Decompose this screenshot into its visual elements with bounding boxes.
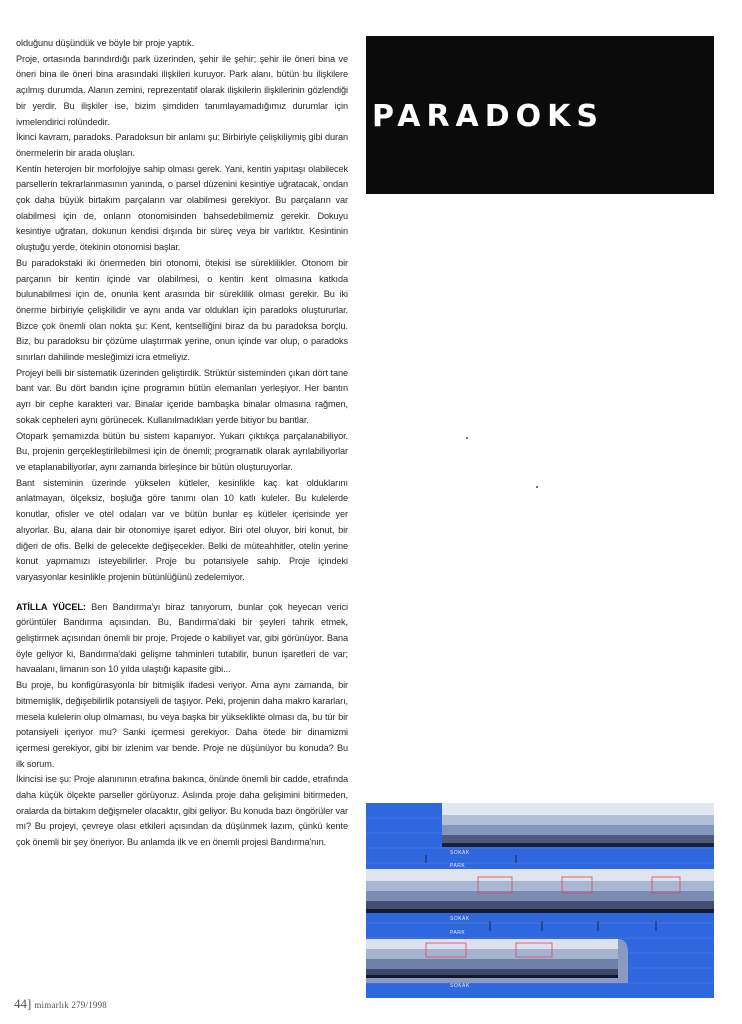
paragraph: Proje, ortasında barındırdığı park üzerinden, şehir ile şehir; şehir ile öneri bina ve öneri bina ile öneri bina arasındaki ilişkileri kuruyor. Park alanı, bütün bu ilişkilere açılmış durumda. Alanın zemini, reprezentatif olarak ilişkilerin ilişkilerinin gözlendiği bir yerdir. Bu ilişkiler ise, bizim şimdiden tanımlayamadığımız durumlar için ivmelendirici rolündedir. [16,53,348,127]
site-section-diagram [366,803,714,998]
band-bottom [366,939,628,983]
paragraph: Kentin heterojen bir morfolojiye sahip olması gerek. Yani, kentin yapıtaşı olabilecek parsellerin tekrarlanmasının yanında, o parsel düzenini kesintiye uğratacak, ondan çok daha büyük birtakım parçaların var olabilmesi gerekiyor. Bu parçaların var olabilmesi için de, onların otonomisinden bahsedebilmemiz gerekir. Dokuyu kesintiye uğratan, dokunun kendisi dışında bir süreç veya bir varlıktır. Kesintinin oluştuğu yerde, ötekinin otonomisi başlar. [16,163,348,253]
speaker-paragraph [16,600,348,679]
paragraph: Otopark şemamızda bütün bu sistem kapanıyor. Yukarı çıktıkça parçalanabiliyor. Bu, projenin gerçekleştirilebilmesi için de önemli; programatik olarak ayrılabiliyorlar ve etaplanabiliyorlar, aynı zamanda birleşince bir bütün oluşturuyorlar. [16,430,348,472]
paragraph: İkincisi ise şu: Proje alanınının etrafına bakınca, önünde önemli bir cadde, etrafında daha küçük ölçekte parseller görüyoruz. Aslında proje daha gelişimini bitirmeden, oralarda da birtakım değişmeler olacaktır, gibi geliyor. Bu konuda bazı öngörüler var mı? Bu projeyi, çevreye olası etkileri açısından da düşünmek lazım, çünkü kente çok önemli bir şey öneriyor. Bu anlamda ilk ve en önemli projesi Bandırma'nın. [16,774,348,848]
paragraph: Bant sisteminin üzerinde yükselen kütleler, kesinlikle kaç kat olduklarını anlatmayan, ölçeksiz, boşluğa göre tanımı olan 10 katlı kuleler. Bu kulelerde konutlar, ofisler ve otel odaları var ve bütün bunlar eş kütleler içerisinde yer alıyorlar. Bu, alana dair bir otonomiye işaret ediyor. Biri otel oluyor, biri konut, bir diğeri de ofis. Belki de gelecekte değişecekler. Belki de müteahhitler, otelin yerine konut yapmamızı isteyebilirler. Proje bu potansiyele sahip. Proje içindeki varyasyonlar kesinlikle projenin bütünlüğünü zedelemiyor. [16,477,348,582]
page-number: 44] [14,996,32,1011]
street-label: SOKAK [450,916,470,922]
paragraph: olduğunu düşündük ve böyle bir proje yaptık. [16,38,194,48]
street-label: SOKAK [450,850,470,856]
street-label: SOKAK [450,983,470,989]
paragraph: Bu proje, bu konfigürasyonla bir bitmişlik ifadesi veriyor. Ama aynı zamanda, bir bitmemişlik, değişebilirlik potansiyeli de taşıyor. Peki, projenin daha makro kararları, mesela kulelerin olup olmaması, bu veya başka bir yükseklikte olması da, bu tür bir potansiyeli içeriyor mu? Sanki içermesi gerekiyor. Daha ötede bir dinamizmi içermesi gerekiyor, gibi bir izlenim var bende. Proje ne düşünüyor bu konuda? Bu ilk sorum. [16,680,348,769]
article-text [16,36,348,851]
page-footer [14,996,107,1012]
title-banner [366,36,714,194]
paragraph: İkinci kavram, paradoks. Paradoksun bir anlamı şu: Birbiriyle çelişkiliymiş gibi duran önermelerin bir arada oluşları. [16,132,348,158]
diagram-drawing [366,803,714,998]
band-middle [366,869,714,913]
speaker-text: Ben Bandırma'yı biraz tanıyorum, bunlar çok heyecan verici görüntüler Bandırma açısından. Bu, Bandırma'daki bir şeyleri tahrik etmek, geliştirmek açısından önemli bir proje. Projede o kabiliyet var, gibi görünüyor. Bana öyle geliyor ki, Bandırma'daki gelişme tahminleri tutabilir, bunun işaretleri de var; havaalanı, limanın son 10 yılda ulaştığı kapasite gibi... [16,601,348,675]
print-speck [536,486,538,488]
page-title: PARADOKS [372,99,605,134]
paragraph: Bu paradokstaki iki önermeden biri otonomi, ötekisi ise süreklilikler. Otonom bir parçanın bir kentin içinde var olabilmesi, o kentin kent olmasına katkıda bulunabilmesi için de, onunla kent arasında bir süreklilik olması gerekir. Bu iki önerme birbiriyle çelişkilidir ve aynı anda var oldukları için paradoks oluştururlar. Bizce çok önemli olan nokta şu: Kent, kentselliğini biraz da bu paradoksa borçlu. Biz, bu paradoksu bir çözüme ulaştırmak yerine, onun içinde var olup, o paradoks sınırları dahilinde mesleğimizi icra etmeliyiz. [16,257,348,363]
magazine-issue: mimarlık 279/1998 [34,1000,107,1010]
paragraph: Projeyi belli bir sistematik üzerinden geliştirdik. Strüktür sisteminden çıkan dört tane bant var. Bu dört bandın içine programın bütün elemanları yerleşiyor. Her bantın ayrı bir cephe karakteri var. Binalar içeride bambaşka binalar olmasına rağmen, sokak cepheleri aynı görünecek. Kullanılmadıkları yerde bitiyor bu bantlar. [16,367,348,425]
speaker-name: ATİLLA YÜCEL: [16,601,86,612]
park-label: PARK [450,930,466,936]
park-label: PARK [450,863,466,869]
band-top [442,803,714,847]
print-speck [466,437,468,439]
